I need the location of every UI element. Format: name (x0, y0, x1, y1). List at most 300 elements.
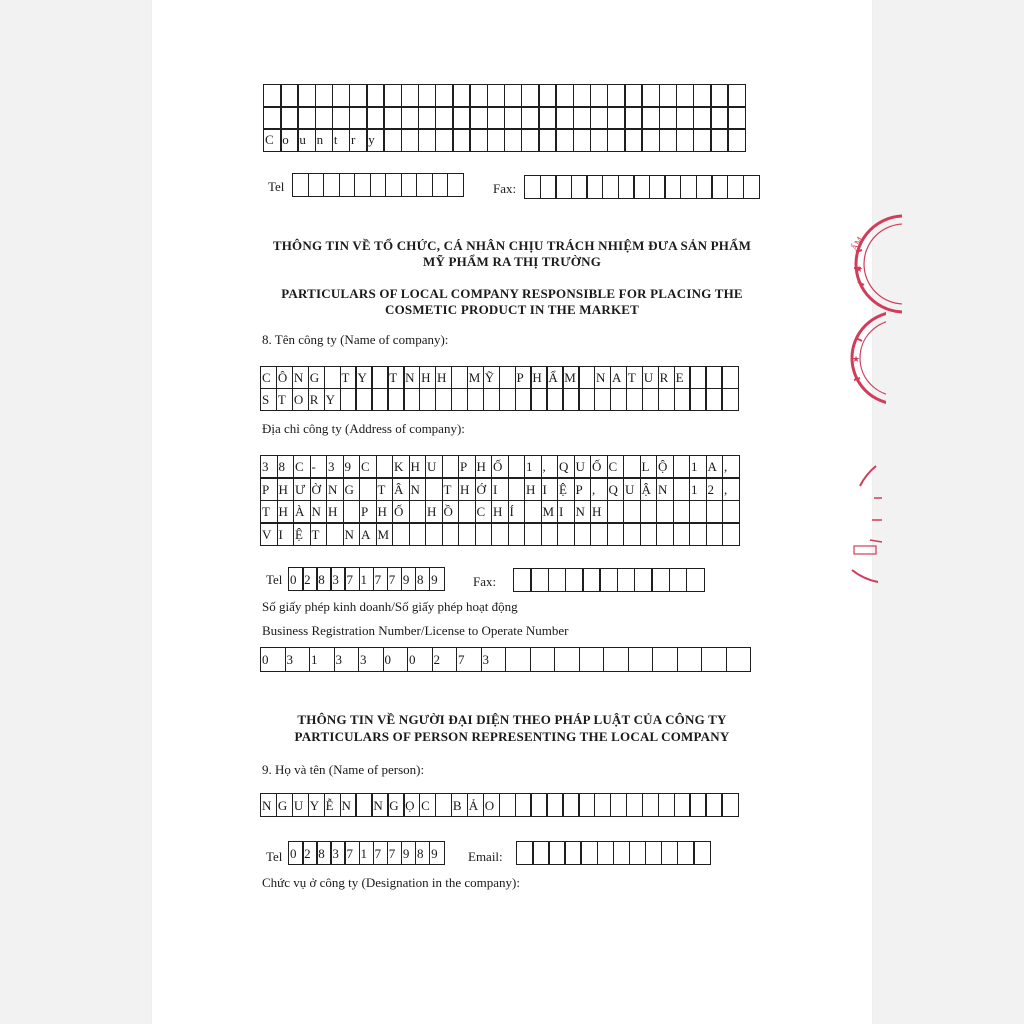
char-box[interactable] (658, 388, 675, 411)
char-box[interactable] (425, 522, 443, 546)
char-box[interactable]: Ệ (557, 477, 575, 501)
char-box[interactable] (579, 647, 605, 672)
char-box[interactable] (315, 106, 334, 130)
char-box[interactable]: U (623, 477, 641, 501)
char-box[interactable]: o (280, 128, 299, 152)
char-box[interactable]: H (435, 366, 452, 389)
char-box[interactable]: R (308, 388, 325, 411)
char-box[interactable] (590, 128, 609, 152)
char-box[interactable]: N (310, 500, 328, 524)
char-box[interactable] (521, 106, 540, 130)
char-box[interactable]: Q (607, 477, 625, 501)
char-box[interactable] (597, 841, 615, 865)
char-box[interactable] (401, 84, 420, 108)
char-box[interactable]: Ệ (293, 522, 311, 546)
char-box[interactable]: n (315, 128, 334, 152)
char-box[interactable] (532, 841, 550, 865)
char-box[interactable] (693, 84, 712, 108)
char-box[interactable]: M (562, 366, 579, 389)
char-box[interactable] (673, 455, 691, 479)
char-box[interactable]: 1 (689, 455, 707, 479)
char-box[interactable] (571, 175, 588, 199)
char-box[interactable]: P (359, 500, 377, 524)
char-box[interactable]: A (359, 522, 377, 546)
char-box[interactable] (676, 106, 695, 130)
char-box[interactable] (521, 128, 540, 152)
person-tel-grid[interactable] (288, 841, 443, 864)
char-box[interactable] (689, 366, 706, 389)
char-box[interactable] (324, 366, 341, 389)
char-box[interactable]: 3 (285, 647, 311, 672)
char-box[interactable] (416, 173, 433, 197)
char-box[interactable]: Ố (590, 455, 608, 479)
char-box[interactable]: 7 (456, 647, 482, 672)
char-box[interactable] (607, 128, 626, 152)
char-box[interactable] (340, 388, 357, 411)
char-box[interactable]: 0 (407, 647, 433, 672)
char-box[interactable] (516, 841, 534, 865)
char-box[interactable] (564, 841, 582, 865)
char-box[interactable] (706, 500, 724, 524)
company-fax-grid[interactable] (513, 568, 703, 591)
char-box[interactable]: P (515, 366, 532, 389)
char-box[interactable] (659, 84, 678, 108)
char-box[interactable] (706, 522, 724, 546)
char-box[interactable] (354, 173, 371, 197)
char-box[interactable]: Ẩ (546, 366, 563, 389)
char-box[interactable] (686, 568, 705, 592)
char-box[interactable]: 7 (344, 567, 360, 591)
char-box[interactable]: H (524, 477, 542, 501)
char-box[interactable]: S (260, 388, 277, 411)
char-box[interactable] (673, 522, 691, 546)
char-box[interactable]: T (340, 366, 357, 389)
char-box[interactable]: G (276, 793, 293, 817)
char-box[interactable] (676, 128, 695, 152)
char-box[interactable] (602, 175, 619, 199)
char-box[interactable]: N (371, 793, 388, 817)
char-box[interactable]: Q (557, 455, 575, 479)
char-box[interactable] (710, 106, 729, 130)
char-box[interactable] (538, 84, 557, 108)
char-box[interactable] (689, 500, 707, 524)
char-box[interactable]: t (332, 128, 351, 152)
char-box[interactable] (546, 793, 563, 817)
char-box[interactable] (594, 793, 611, 817)
char-box[interactable] (409, 522, 427, 546)
char-box[interactable]: 0 (288, 841, 304, 865)
char-box[interactable] (401, 173, 418, 197)
char-box[interactable] (349, 106, 368, 130)
char-box[interactable]: , (590, 477, 608, 501)
char-box[interactable] (548, 568, 567, 592)
char-box[interactable] (557, 522, 575, 546)
char-box[interactable]: Ả (467, 793, 484, 817)
char-box[interactable] (263, 106, 282, 130)
char-box[interactable] (623, 522, 641, 546)
char-box[interactable] (555, 106, 574, 130)
char-box[interactable] (586, 175, 603, 199)
char-box[interactable] (292, 173, 309, 197)
char-box[interactable]: K (392, 455, 410, 479)
char-box[interactable] (624, 128, 643, 152)
char-box[interactable] (418, 128, 437, 152)
char-box[interactable] (355, 388, 372, 411)
char-box[interactable] (623, 455, 641, 479)
char-box[interactable] (689, 388, 706, 411)
char-box[interactable]: I (541, 477, 559, 501)
company-address-grid[interactable] (260, 455, 739, 545)
char-box[interactable] (524, 175, 541, 199)
char-box[interactable]: U (574, 455, 592, 479)
char-box[interactable]: T (310, 522, 328, 546)
char-box[interactable]: 1 (359, 841, 375, 865)
char-box[interactable] (677, 841, 695, 865)
char-box[interactable] (674, 793, 691, 817)
char-box[interactable]: 0 (383, 647, 409, 672)
char-box[interactable]: , (722, 477, 740, 501)
char-box[interactable]: 7 (373, 841, 389, 865)
char-box[interactable] (629, 841, 647, 865)
char-box[interactable] (664, 175, 681, 199)
char-box[interactable]: N (343, 522, 361, 546)
char-box[interactable] (541, 522, 559, 546)
char-box[interactable] (693, 106, 712, 130)
char-box[interactable]: M (467, 366, 484, 389)
char-box[interactable] (469, 106, 488, 130)
char-box[interactable] (674, 388, 691, 411)
person-email-grid[interactable] (516, 841, 709, 864)
char-box[interactable] (469, 84, 488, 108)
char-box[interactable] (280, 106, 299, 130)
char-box[interactable]: H (409, 455, 427, 479)
char-box[interactable] (726, 647, 752, 672)
char-box[interactable] (371, 366, 388, 389)
char-box[interactable] (640, 522, 658, 546)
char-box[interactable]: C (475, 500, 493, 524)
char-box[interactable]: 3 (334, 647, 360, 672)
char-box[interactable]: P (458, 455, 476, 479)
char-box[interactable] (401, 106, 420, 130)
char-box[interactable] (491, 522, 509, 546)
char-box[interactable]: O (483, 793, 500, 817)
char-box[interactable]: 8 (415, 841, 431, 865)
char-box[interactable]: y (366, 128, 385, 152)
char-box[interactable] (656, 522, 674, 546)
char-box[interactable] (705, 793, 722, 817)
char-box[interactable]: À (293, 500, 311, 524)
char-box[interactable] (442, 455, 460, 479)
char-box[interactable] (451, 388, 468, 411)
char-box[interactable] (659, 128, 678, 152)
char-box[interactable] (554, 647, 580, 672)
char-box[interactable] (538, 106, 557, 130)
char-box[interactable]: U (292, 793, 309, 817)
char-box[interactable] (607, 106, 626, 130)
char-box[interactable] (452, 106, 471, 130)
char-box[interactable]: U (425, 455, 443, 479)
char-box[interactable] (530, 388, 547, 411)
char-box[interactable]: 3 (330, 841, 346, 865)
char-box[interactable] (645, 841, 663, 865)
char-box[interactable]: 2 (302, 567, 318, 591)
char-box[interactable]: 1 (359, 567, 375, 591)
char-box[interactable]: H (419, 366, 436, 389)
char-box[interactable] (610, 388, 627, 411)
char-box[interactable]: T (376, 477, 394, 501)
char-box[interactable] (618, 175, 635, 199)
char-box[interactable]: N (574, 500, 592, 524)
company-name-grid[interactable] (260, 366, 737, 409)
char-box[interactable]: 0 (288, 567, 304, 591)
char-box[interactable]: 3 (358, 647, 384, 672)
char-box[interactable]: 7 (344, 841, 360, 865)
char-box[interactable] (727, 128, 746, 152)
char-box[interactable]: 7 (373, 567, 389, 591)
char-box[interactable]: Ố (392, 500, 410, 524)
char-box[interactable] (617, 568, 636, 592)
char-box[interactable] (642, 793, 659, 817)
char-box[interactable] (280, 84, 299, 108)
char-box[interactable]: A (610, 366, 627, 389)
char-box[interactable]: 3 (330, 567, 346, 591)
char-box[interactable] (458, 500, 476, 524)
char-box[interactable]: G (343, 477, 361, 501)
char-box[interactable] (727, 175, 744, 199)
char-box[interactable]: H (277, 500, 295, 524)
char-box[interactable] (515, 793, 532, 817)
char-box[interactable] (607, 84, 626, 108)
char-box[interactable]: G (387, 793, 404, 817)
char-box[interactable] (297, 106, 316, 130)
char-box[interactable]: 2 (706, 477, 724, 501)
char-box[interactable] (469, 128, 488, 152)
char-box[interactable] (499, 366, 516, 389)
char-box[interactable] (487, 84, 506, 108)
char-box[interactable]: 9 (343, 455, 361, 479)
char-box[interactable] (442, 522, 460, 546)
char-box[interactable] (721, 388, 738, 411)
char-box[interactable] (508, 522, 526, 546)
char-box[interactable]: T (260, 500, 278, 524)
char-box[interactable] (435, 388, 452, 411)
char-box[interactable]: 3 (260, 455, 278, 479)
char-box[interactable] (452, 128, 471, 152)
char-box[interactable]: C (359, 455, 377, 479)
char-box[interactable]: Í (508, 500, 526, 524)
char-box[interactable] (355, 793, 372, 817)
char-box[interactable]: Â (392, 477, 410, 501)
char-box[interactable] (403, 388, 420, 411)
char-box[interactable]: 0 (260, 647, 286, 672)
char-box[interactable] (649, 175, 666, 199)
char-box[interactable] (624, 84, 643, 108)
char-box[interactable]: N (409, 477, 427, 501)
char-box[interactable] (582, 568, 601, 592)
char-box[interactable] (711, 175, 728, 199)
char-box[interactable] (710, 128, 729, 152)
char-box[interactable] (508, 477, 526, 501)
char-box[interactable] (701, 647, 727, 672)
char-box[interactable]: N (260, 793, 277, 817)
char-box[interactable] (727, 106, 746, 130)
char-box[interactable] (383, 128, 402, 152)
char-box[interactable] (548, 841, 566, 865)
char-box[interactable] (435, 793, 452, 817)
char-box[interactable] (475, 522, 493, 546)
char-box[interactable] (594, 388, 611, 411)
char-box[interactable]: Ỹ (483, 366, 500, 389)
char-box[interactable]: T (276, 388, 293, 411)
person-name-grid[interactable] (260, 793, 737, 816)
char-box[interactable] (641, 128, 660, 152)
char-box[interactable]: N (326, 477, 344, 501)
char-box[interactable] (673, 500, 691, 524)
char-box[interactable] (387, 388, 404, 411)
char-box[interactable] (640, 500, 658, 524)
char-box[interactable] (366, 106, 385, 130)
char-box[interactable] (641, 84, 660, 108)
char-box[interactable] (693, 128, 712, 152)
char-box[interactable]: C (260, 366, 277, 389)
char-box[interactable] (349, 84, 368, 108)
char-box[interactable]: N (340, 793, 357, 817)
char-box[interactable] (499, 388, 516, 411)
char-box[interactable] (505, 647, 531, 672)
char-box[interactable] (508, 455, 526, 479)
char-box[interactable] (332, 84, 351, 108)
char-box[interactable]: I (557, 500, 575, 524)
char-box[interactable] (573, 128, 592, 152)
char-box[interactable] (578, 388, 595, 411)
char-box[interactable] (626, 793, 643, 817)
char-box[interactable] (705, 388, 722, 411)
char-box[interactable]: H (491, 500, 509, 524)
char-box[interactable]: , (722, 455, 740, 479)
char-box[interactable]: Ậ (640, 477, 658, 501)
char-box[interactable] (308, 173, 325, 197)
char-box[interactable] (573, 106, 592, 130)
char-box[interactable] (376, 455, 394, 479)
char-box[interactable] (633, 175, 650, 199)
char-box[interactable] (590, 522, 608, 546)
char-box[interactable] (673, 477, 691, 501)
char-box[interactable] (366, 84, 385, 108)
char-box[interactable]: Y (324, 388, 341, 411)
char-box[interactable] (483, 388, 500, 411)
char-box[interactable]: u (297, 128, 316, 152)
char-box[interactable] (693, 841, 711, 865)
char-box[interactable] (628, 647, 654, 672)
char-box[interactable]: C (293, 455, 311, 479)
char-box[interactable]: 3 (481, 647, 507, 672)
char-box[interactable]: P (574, 477, 592, 501)
char-box[interactable] (721, 366, 738, 389)
char-box[interactable] (555, 84, 574, 108)
char-box[interactable]: - (310, 455, 328, 479)
char-box[interactable] (578, 366, 595, 389)
char-box[interactable] (515, 388, 532, 411)
char-box[interactable] (623, 500, 641, 524)
char-box[interactable] (419, 388, 436, 411)
char-box[interactable] (562, 793, 579, 817)
char-box[interactable] (689, 522, 707, 546)
char-box[interactable] (574, 522, 592, 546)
char-box[interactable]: 2 (432, 647, 458, 672)
char-box[interactable] (580, 841, 598, 865)
char-box[interactable] (607, 500, 625, 524)
char-box[interactable] (626, 388, 643, 411)
license-number-grid[interactable] (260, 647, 750, 670)
char-box[interactable] (452, 84, 471, 108)
char-box[interactable] (676, 84, 695, 108)
char-box[interactable]: 8 (316, 567, 332, 591)
char-box[interactable]: Ễ (324, 793, 341, 817)
char-box[interactable] (425, 477, 443, 501)
char-box[interactable] (565, 568, 584, 592)
char-box[interactable]: T (442, 477, 460, 501)
char-box[interactable] (607, 522, 625, 546)
char-box[interactable]: V (260, 522, 278, 546)
char-box[interactable] (383, 84, 402, 108)
char-box[interactable] (332, 106, 351, 130)
char-box[interactable] (613, 841, 631, 865)
char-box[interactable]: 1 (309, 647, 335, 672)
char-box[interactable] (658, 793, 675, 817)
char-box[interactable] (326, 522, 344, 546)
char-box[interactable] (385, 173, 402, 197)
char-box[interactable] (409, 500, 427, 524)
char-box[interactable]: , (541, 455, 559, 479)
char-box[interactable]: Ộ (656, 455, 674, 479)
char-box[interactable] (573, 84, 592, 108)
char-box[interactable] (458, 522, 476, 546)
char-box[interactable] (371, 388, 388, 411)
char-box[interactable]: 2 (302, 841, 318, 865)
char-box[interactable] (722, 522, 740, 546)
char-box[interactable] (315, 84, 334, 108)
char-box[interactable]: N (656, 477, 674, 501)
char-box[interactable] (323, 173, 340, 197)
char-box[interactable]: T (626, 366, 643, 389)
char-box[interactable] (521, 84, 540, 108)
char-box[interactable]: P (260, 477, 278, 501)
char-box[interactable] (383, 106, 402, 130)
char-box[interactable] (487, 106, 506, 130)
char-box[interactable] (530, 793, 547, 817)
char-box[interactable]: N (403, 366, 420, 389)
char-box[interactable]: H (425, 500, 443, 524)
char-box[interactable] (530, 568, 549, 592)
char-box[interactable] (727, 84, 746, 108)
char-box[interactable] (524, 500, 542, 524)
company-tel-grid[interactable] (288, 567, 443, 590)
char-box[interactable]: N (292, 366, 309, 389)
char-box[interactable] (504, 106, 523, 130)
char-box[interactable]: 8 (277, 455, 295, 479)
char-box[interactable]: 7 (387, 841, 403, 865)
char-box[interactable]: R (658, 366, 675, 389)
char-box[interactable]: H (376, 500, 394, 524)
char-box[interactable]: N (594, 366, 611, 389)
char-box[interactable] (504, 128, 523, 152)
char-box[interactable] (435, 106, 454, 130)
char-box[interactable]: M (376, 522, 394, 546)
char-box[interactable]: 3 (326, 455, 344, 479)
char-box[interactable] (669, 568, 688, 592)
char-box[interactable]: I (491, 477, 509, 501)
char-box[interactable] (721, 793, 738, 817)
